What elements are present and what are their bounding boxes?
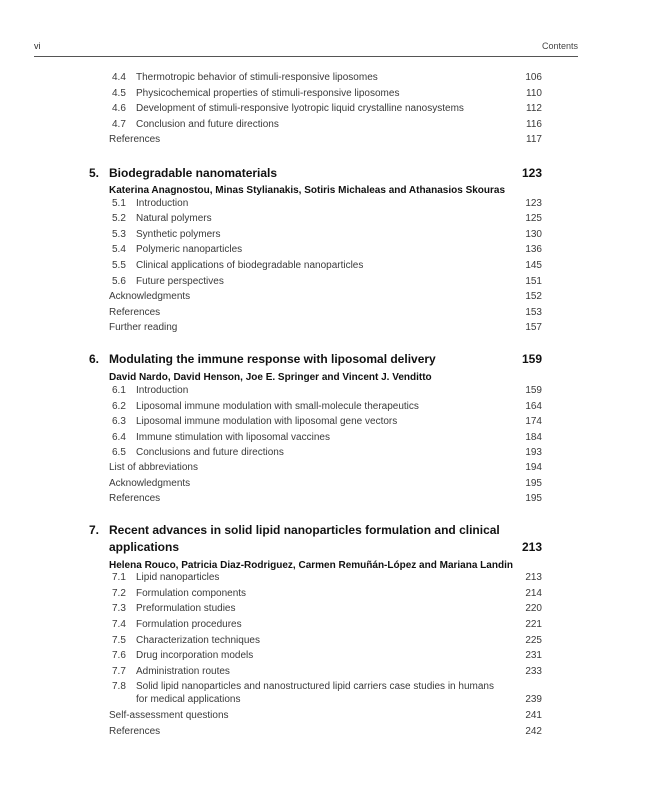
section-number: 4.5 [112,88,126,99]
section-page: 159 [525,385,542,396]
section-title: Introduction [136,385,189,396]
section-title: Acknowledgments [109,478,191,489]
section-number: 7.8 [112,681,126,692]
section-title-line1: Solid lipid nanoparticles and nanostructured lipid carriers case studies in humans [136,681,494,692]
chapter-title: Modulating the immune response with liposomal delivery [109,352,436,366]
section-page: 214 [525,588,542,599]
section-title: Formulation components [136,588,247,599]
section-title: References [109,726,161,737]
section-title: Introduction [136,198,189,209]
section-title: Development of stimuli-responsive lyotropic liquid crystalline nanosystems [136,103,464,114]
section-number: 5.3 [112,229,126,240]
chapter-title-line2: applications [109,540,180,554]
section-number: 7.3 [112,603,126,614]
section-page: 221 [525,619,542,630]
section-title-line2: for medical applications [136,694,241,705]
section-number: 6.1 [112,385,126,396]
section-page: 233 [525,666,542,677]
section-page: 174 [525,416,542,427]
section-page: 239 [525,694,542,705]
section-page: 116 [526,119,542,130]
section-page: 106 [525,72,542,83]
chapter-number: 5. [89,166,100,180]
section-number: 6.2 [112,401,126,412]
section-number: 6.5 [112,447,126,458]
section-title: Self-assessment questions [109,710,229,721]
section-number: 4.6 [112,103,126,114]
section-number: 7.6 [112,650,126,661]
section-number: 5.4 [112,244,126,255]
chapter-page: 213 [521,540,542,554]
section-page: 110 [526,88,542,99]
chapter-title: Biodegradable nanomaterials [109,166,278,180]
running-header [34,40,578,57]
section-page: 130 [525,229,542,240]
section-number: 7.7 [112,666,126,677]
section-page: 125 [525,213,542,224]
section-page: 213 [525,572,542,583]
section-title: References [109,493,161,504]
section-page: 195 [525,478,542,489]
section-number: 7.5 [112,635,126,646]
section-number: 5.2 [112,213,126,224]
section-title: Thermotropic behavior of stimuli-responsive liposomes [136,72,378,83]
section-title: Administration routes [136,666,230,677]
section-title: Acknowledgments [109,291,191,302]
section-page: 241 [525,710,542,721]
section-title: Conclusions and future directions [136,447,284,458]
section-page: 194 [525,462,542,473]
chapter-authors: David Nardo, David Henson, Joe E. Springer and Vincent J. Venditto [109,372,432,383]
chapter-number: 7. [89,523,100,537]
section-title: Future perspectives [136,276,224,287]
section-title: Physicochemical properties of stimuli-responsive liposomes [136,88,400,99]
section-number: 5.6 [112,276,126,287]
section-title: Conclusion and future directions [136,119,279,130]
section-title: Natural polymers [136,213,212,224]
running-title: Contents [541,41,578,51]
section-page: 220 [525,603,542,614]
section-number: 7.1 [112,572,126,583]
section-title: Synthetic polymers [136,229,221,240]
chapter-authors: Helena Rouco, Patricia Diaz-Rodriguez, Carmen Remuñán-López and Mariana Landin [109,560,513,571]
section-page: 136 [525,244,542,255]
section-page: 164 [525,401,542,412]
section-page: 152 [525,291,542,302]
section-page: 157 [525,322,542,333]
section-title: Clinical applications of biodegradable nanoparticles [136,260,364,271]
section-title: Formulation procedures [136,619,242,630]
chapter-page: 123 [521,166,542,180]
section-page: 145 [525,260,542,271]
section-title: Liposomal immune modulation with liposomal gene vectors [136,416,398,427]
chapter-page: 159 [521,352,542,366]
section-title: Preformulation studies [136,603,236,614]
section-page: 231 [525,650,542,661]
section-page: 184 [525,432,542,443]
section-title: Drug incorporation models [136,650,254,661]
page-number: vi [34,41,41,51]
section-title: Further reading [109,322,178,333]
section-title: Liposomal immune modulation with small-molecule therapeutics [136,401,419,412]
section-page: 112 [526,103,542,114]
section-page: 153 [525,307,542,318]
section-page: 225 [525,635,542,646]
section-number: 4.4 [112,72,126,83]
section-number: 7.4 [112,619,126,630]
section-page: 195 [525,493,542,504]
section-number: 6.4 [112,432,126,443]
section-title: List of abbreviations [109,462,198,473]
section-page: 242 [525,726,542,737]
section-number: 6.3 [112,416,126,427]
section-page: 151 [525,276,542,287]
section-number: 4.7 [112,119,126,130]
section-title: Characterization techniques [136,635,260,646]
section-number: 5.1 [112,198,126,209]
chapter-title-line1: Recent advances in solid lipid nanoparticles formulation and clinical [109,523,500,537]
section-title: Polymeric nanoparticles [136,244,243,255]
section-title: Immune stimulation with liposomal vaccines [136,432,330,443]
section-page: 123 [525,198,542,209]
chapter-number: 6. [89,352,100,366]
chapter-authors: Katerina Anagnostou, Minas Stylianakis, Sotiris Michaleas and Athanasios Skouras [109,185,506,196]
section-page: 193 [525,447,542,458]
section-page: 117 [526,134,542,145]
section-title: References [109,307,161,318]
section-title: Lipid nanoparticles [136,572,220,583]
section-title: References [109,134,161,145]
section-number: 7.2 [112,588,126,599]
section-number: 5.5 [112,260,126,271]
